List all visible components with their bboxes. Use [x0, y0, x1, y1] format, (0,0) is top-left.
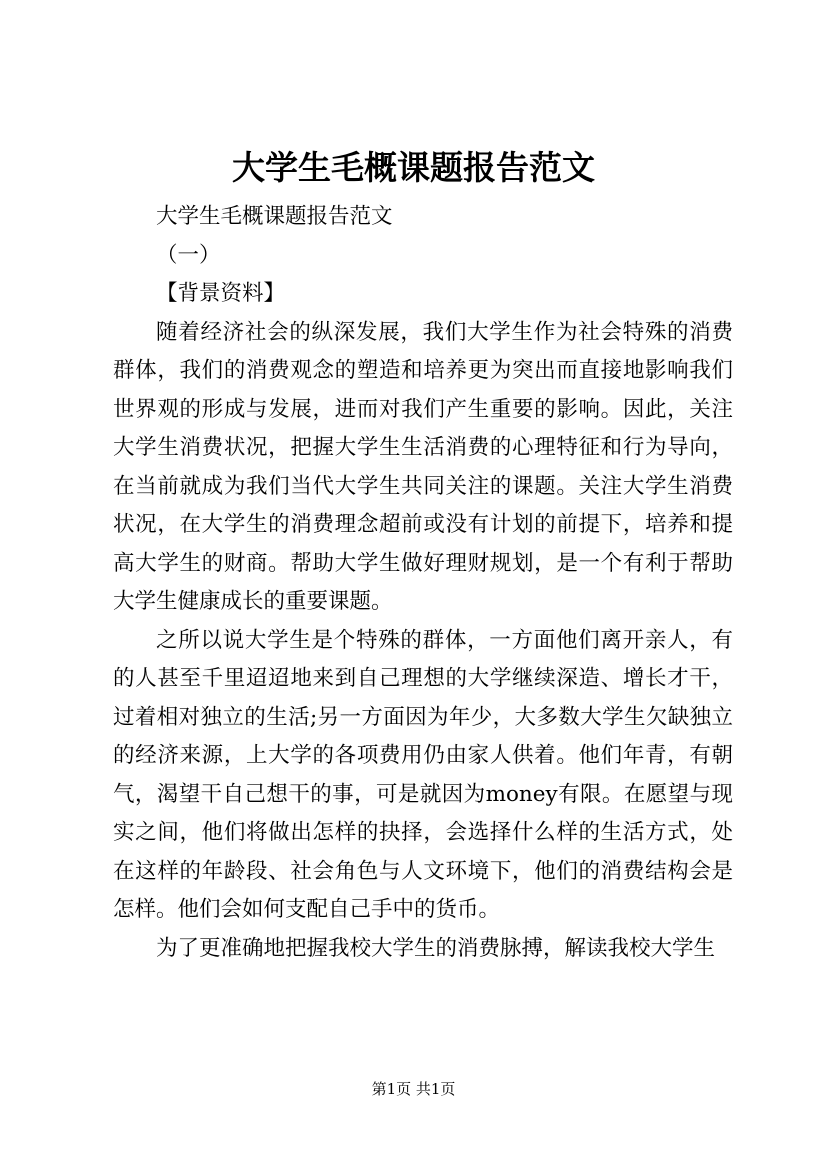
body-paragraph: 随着经济社会的纵深发展，我们大学生作为社会特殊的消费群体，我们的消费观念的塑造和培养更为突出而直接地影响我们世界观的形成与发展，进而对我们产生重要的影响。因此，关注大学生消费状况，把握大学生生活消费的心理特征和行为导向，在当前就成为我们当代大学生共同关注的课题。关注大学生消费状况，在大学生的消费理念超前或没有计划的前提下，培养和提高大学生的财商。帮助大学生做好理财规划，是一个有利于帮助大学生健康成长的重要课题。: [113, 319, 733, 614]
document-title: 大学生毛概课题报告范文: [232, 148, 595, 187]
subtitle-paragraph: 大学生毛概课题报告范文: [156, 204, 393, 229]
section-heading-paragraph: 【背景资料】: [156, 281, 286, 306]
section-number-paragraph: （一）: [156, 242, 221, 268]
body-paragraph: 为了更准确地把握我校大学生的消费脉搏，解读我校大学生: [156, 935, 716, 961]
body-paragraph: 之所以说大学生是个特殊的群体，一方面他们离开亲人，有的人甚至千里迢迢地来到自己理想的大学继续深造、增长才干，过着相对独立的生活;另一方面因为年少，大多数大学生欠缺独立的经济来源，上大学的各项费用仍由家人供着。他们年青，有朝气，渴望干自己想干的事，可是就因为money有限。在愿望与现实之间，他们将做出怎样的抉择，会选择什么样的生活方式，处在这样的年龄段、社会角色与人文环境下，他们的消费结构会是怎样。他们会如何支配自己手中的货币。: [113, 627, 733, 922]
page-footer: 第1页 共1页: [371, 1080, 456, 1098]
document-body: [113, 198, 733, 968]
